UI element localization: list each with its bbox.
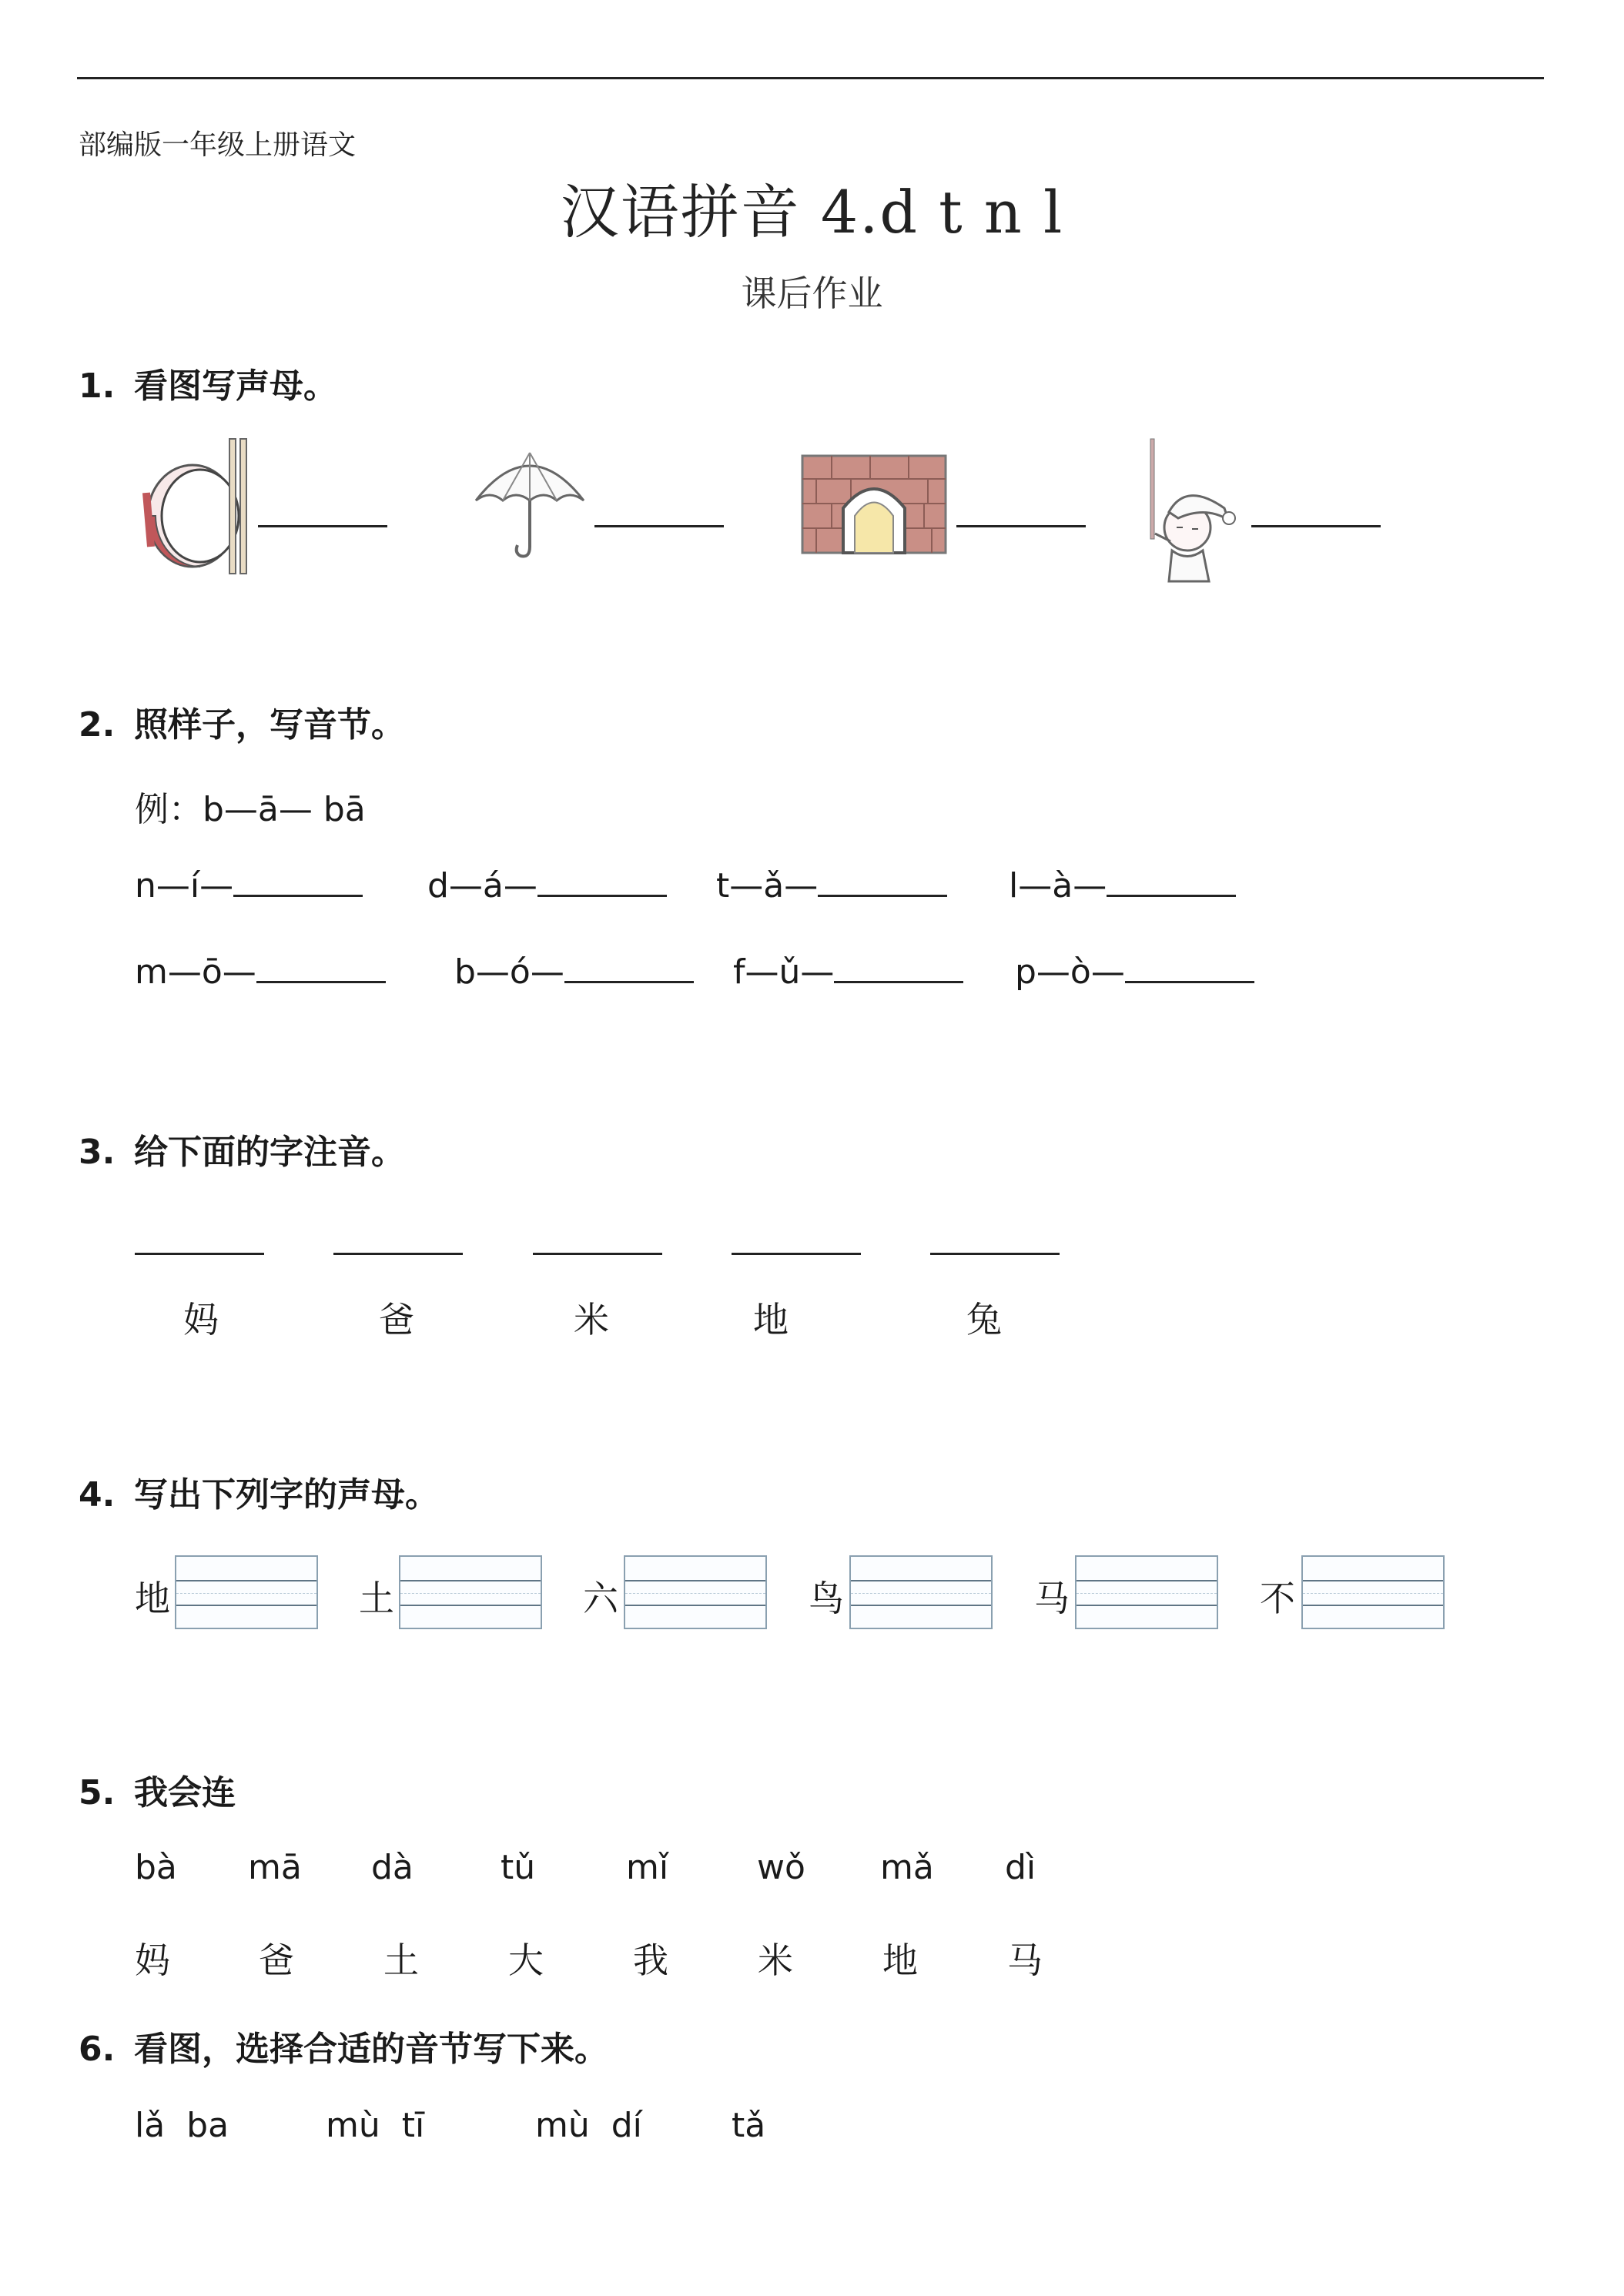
umbrella-icon bbox=[468, 439, 591, 562]
pinyin-item: mǐ bbox=[626, 1848, 669, 1887]
arch-gate-icon bbox=[801, 454, 947, 554]
writing-box[interactable] bbox=[175, 1555, 318, 1629]
syllable-prompt: p—ò— bbox=[1015, 952, 1125, 992]
boy-with-pole-icon bbox=[1132, 435, 1263, 589]
hanzi-char: 米 bbox=[574, 1299, 609, 1340]
drum-icon bbox=[123, 431, 262, 577]
question-number: 6. bbox=[79, 2030, 116, 2069]
pinyin-item: mā bbox=[248, 1848, 302, 1887]
syllable-prompt: b—ó— bbox=[454, 952, 564, 992]
question-number: 3. bbox=[79, 1133, 116, 1172]
hanzi-char: 不 bbox=[1260, 1578, 1295, 1619]
hanzi-char: 妈 bbox=[183, 1299, 219, 1340]
question-1-heading bbox=[79, 358, 337, 407]
answer-blank[interactable] bbox=[333, 1251, 463, 1255]
pinyin-item: mǎ bbox=[880, 1848, 934, 1887]
answer-blank[interactable] bbox=[537, 893, 667, 897]
writing-box[interactable] bbox=[849, 1555, 993, 1629]
hanzi-char: 爸 bbox=[259, 1940, 294, 1981]
writing-box[interactable] bbox=[399, 1555, 542, 1629]
top-rule bbox=[77, 77, 1544, 79]
answer-blank[interactable] bbox=[233, 893, 363, 897]
hanzi-char: 大 bbox=[508, 1940, 544, 1981]
header-note: 部编版一年级上册语文 bbox=[79, 129, 357, 161]
answer-blank[interactable] bbox=[1107, 893, 1236, 897]
answer-blank[interactable] bbox=[834, 979, 963, 983]
question-5-heading bbox=[79, 1765, 236, 1814]
syllable-option: lǎ ba bbox=[135, 2106, 229, 2145]
answer-blank[interactable] bbox=[930, 1251, 1060, 1255]
hanzi-char: 土 bbox=[359, 1578, 394, 1619]
example-line: 例：b—ā— bā bbox=[135, 790, 366, 829]
question-4-heading bbox=[79, 1467, 439, 1516]
syllable-item bbox=[135, 952, 386, 992]
syllable-prompt: d—á— bbox=[427, 866, 537, 905]
question-number: 5. bbox=[79, 1773, 116, 1812]
syllable-item bbox=[427, 866, 667, 905]
answer-blank[interactable] bbox=[135, 1251, 264, 1255]
question-prompt: 照样子，写音节。 bbox=[134, 705, 405, 745]
question-2-heading bbox=[79, 697, 405, 746]
answer-blank[interactable] bbox=[956, 524, 1086, 527]
question-3-heading bbox=[79, 1124, 405, 1173]
syllable-item bbox=[1009, 866, 1236, 905]
syllable-prompt: m—ō— bbox=[135, 952, 256, 992]
syllable-item bbox=[716, 866, 947, 905]
syllable-option: tǎ bbox=[732, 2106, 766, 2145]
answer-blank[interactable] bbox=[258, 524, 387, 527]
hanzi-char: 土 bbox=[383, 1940, 419, 1981]
page-title: 汉语拼音 4.d t n l bbox=[560, 178, 1064, 246]
hanzi-char: 马 bbox=[1034, 1578, 1070, 1619]
question-prompt: 给下面的字注音。 bbox=[134, 1133, 405, 1172]
question-number: 4. bbox=[79, 1475, 116, 1514]
hanzi-char: 兔 bbox=[966, 1299, 1002, 1340]
hanzi-char: 地 bbox=[753, 1299, 789, 1340]
pinyin-item: dà bbox=[371, 1848, 414, 1887]
question-6-heading bbox=[79, 2021, 608, 2070]
question-prompt: 写出下列字的声母。 bbox=[134, 1475, 439, 1514]
hanzi-char: 爸 bbox=[379, 1299, 414, 1340]
pinyin-item: bà bbox=[135, 1848, 177, 1887]
syllable-item bbox=[1015, 952, 1254, 992]
answer-blank[interactable] bbox=[256, 979, 386, 983]
writing-box[interactable] bbox=[1075, 1555, 1218, 1629]
syllable-item bbox=[733, 952, 963, 992]
writing-box[interactable] bbox=[1301, 1555, 1445, 1629]
pinyin-item: tǔ bbox=[501, 1848, 536, 1887]
syllable-item bbox=[454, 952, 694, 992]
hanzi-char: 地 bbox=[882, 1940, 918, 1981]
question-prompt: 看图写声母。 bbox=[134, 366, 337, 406]
page-subtitle: 课后作业 bbox=[741, 273, 883, 314]
answer-blank[interactable] bbox=[1125, 979, 1254, 983]
pinyin-item: dì bbox=[1005, 1848, 1036, 1887]
answer-blank[interactable] bbox=[594, 524, 724, 527]
question-number: 1. bbox=[79, 366, 116, 406]
answer-blank[interactable] bbox=[533, 1251, 662, 1255]
syllable-option: mù tī bbox=[326, 2106, 425, 2145]
syllable-prompt: t—ǎ— bbox=[716, 866, 819, 905]
pinyin-item: wǒ bbox=[757, 1848, 805, 1887]
hanzi-char: 六 bbox=[583, 1578, 618, 1619]
answer-blank[interactable] bbox=[1251, 524, 1381, 527]
hanzi-char: 鸟 bbox=[809, 1578, 844, 1619]
syllable-prompt: n—í— bbox=[135, 866, 234, 905]
syllable-prompt: l—à— bbox=[1009, 866, 1107, 905]
answer-blank[interactable] bbox=[818, 893, 947, 897]
hanzi-char: 马 bbox=[1007, 1940, 1043, 1981]
hanzi-char: 地 bbox=[135, 1578, 170, 1619]
question-number: 2. bbox=[79, 705, 116, 745]
syllable-prompt: f—ǔ— bbox=[733, 952, 835, 992]
answer-blank[interactable] bbox=[564, 979, 694, 983]
hanzi-char: 妈 bbox=[135, 1940, 170, 1981]
question-prompt: 我会连 bbox=[134, 1773, 236, 1812]
answer-blank[interactable] bbox=[732, 1251, 861, 1255]
syllable-item bbox=[135, 866, 363, 905]
hanzi-char: 我 bbox=[633, 1940, 668, 1981]
hanzi-char: 米 bbox=[758, 1940, 793, 1981]
writing-box[interactable] bbox=[624, 1555, 767, 1629]
syllable-option: mù dí bbox=[535, 2106, 642, 2145]
question-prompt: 看图，选择合适的音节写下来。 bbox=[134, 2030, 608, 2069]
